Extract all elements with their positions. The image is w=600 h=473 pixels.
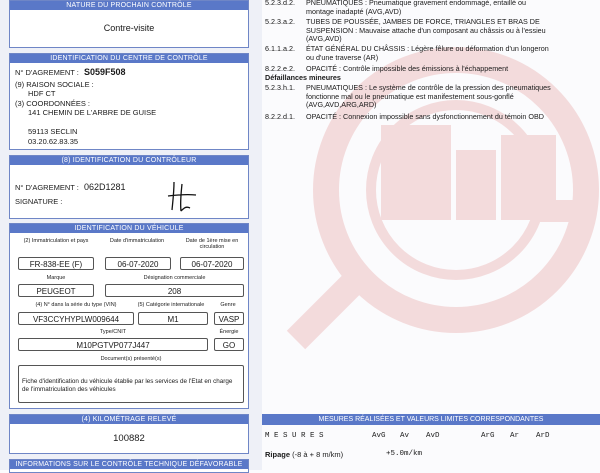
- raison-sociale-value: HDF CT: [28, 89, 56, 98]
- centre-address-1: 141 CHEMIN DE L'ARBRE DE GUISE: [28, 108, 157, 117]
- defaillance-text: PNEUMATIQUES : Pneumatique gravement endommagé, entaillé ou montage inadapté (AVG,AVD): [306, 0, 526, 16]
- date-immat-caption: Date d'immatriculation: [109, 238, 165, 244]
- categorie-caption: (5) Catégorie internationale: [137, 302, 205, 308]
- date-immat-field: 06-07-2020: [105, 257, 171, 270]
- mineures-title: Défaillances mineures: [265, 73, 341, 82]
- marque-caption: Marque: [46, 275, 66, 281]
- immat-field: FR-838-EE (F): [18, 257, 94, 270]
- categorie-field: M1: [138, 312, 208, 325]
- defaillance-text: PNEUMATIQUES : Le système de contrôle de la pression des pneumatiques fonctionne mal ou le pneumatique est manifestement sous-gonflé (AVG,AVD,ARG,ARD): [306, 83, 551, 110]
- controleur-agrement-value: 062D1281: [84, 182, 126, 192]
- mesures-col-av: Av: [400, 432, 410, 440]
- controleur-header: (8) IDENTIFICATION DU CONTRÔLEUR: [10, 156, 248, 165]
- genre-field: VASP: [214, 312, 244, 325]
- raison-sociale-label: (9) RAISON SOCIALE :: [15, 80, 94, 89]
- vin-caption: (4) N° dans la série du type (VIN): [35, 302, 117, 308]
- defaillance-text: OPACITÉ : Contrôle impossible des émissions à l'échappement: [306, 64, 509, 73]
- prochain-controle-header: NATURE DU PROCHAIN CONTRÔLE: [10, 1, 248, 10]
- documents-field: [18, 365, 244, 403]
- mesures-title: M E S U R E S: [265, 432, 324, 440]
- defaillance-text: ÉTAT GÉNÉRAL DU CHÂSSIS : Légère fêlure ou déformation d'un longeron ou d'une traverse (AR): [306, 44, 549, 62]
- vin-field: VF3CCYHYPLW009644: [18, 312, 134, 325]
- centre-panel: [9, 53, 249, 150]
- mesures-col-arg: ArG: [481, 432, 495, 440]
- mesures-col-avd: AvD: [426, 432, 440, 440]
- documents-line-1: Fiche d'identification du véhicule établie par les services de l'Etat en charge: [22, 378, 233, 385]
- left-column: [0, 0, 262, 470]
- signature-image: [160, 178, 200, 214]
- ripage-value: +5.0m/km: [386, 450, 423, 458]
- mesures-header: MESURES RÉALISÉES ET VALEURS LIMITES CORRESPONDANTES: [262, 414, 600, 425]
- right-column: [262, 0, 600, 470]
- controleur-panel: [9, 155, 249, 219]
- documents-line-2: de l'immatriculation des véhicules: [22, 386, 116, 393]
- centre-header: IDENTIFICATION DU CENTRE DE CONTRÔLE: [10, 54, 248, 63]
- vehicule-panel: [9, 223, 249, 409]
- date-1ere-field: 06-07-2020: [180, 257, 244, 270]
- centre-agrement-value: S059F508: [84, 67, 126, 77]
- informations-panel: [9, 459, 249, 473]
- ripage-range: (-8 à + 8 m/km): [292, 450, 344, 459]
- defaillance-text: OPACITÉ : Connexion impossible sans dysfonctionnement du témoin OBD: [306, 112, 544, 121]
- immat-caption: (2) Immatriculation et pays: [23, 238, 89, 244]
- ripage-row: [265, 450, 343, 459]
- marque-field: PEUGEOT: [18, 284, 94, 297]
- designation-field: 208: [105, 284, 244, 297]
- documents-caption: Document(s) présenté(s): [100, 356, 162, 362]
- kilometrage-header: (4) KILOMÉTRAGE RELEVÉ: [10, 415, 248, 424]
- kilometrage-panel: [9, 414, 249, 454]
- defaillance-code: 5.2.3.h.1.: [265, 83, 295, 92]
- mesures-col-avg: AvG: [372, 432, 386, 440]
- type-caption: Type/CNIT: [99, 329, 127, 335]
- defaillance-code: 5.2.3.d.2.: [265, 0, 295, 7]
- type-field: M10PGTVP077J447: [18, 338, 208, 351]
- defaillance-code: 8.2.2.e.2.: [265, 64, 295, 73]
- ripage-label: Ripage: [265, 450, 291, 459]
- genre-caption: Genre: [220, 302, 236, 308]
- signature-label: SIGNATURE :: [15, 197, 63, 206]
- vehicule-header: IDENTIFICATION DU VÉHICULE: [10, 224, 248, 233]
- prochain-controle-value: Contre-visite: [103, 23, 155, 33]
- coordonnees-label: (3) COORDONNÉES :: [15, 99, 91, 108]
- defaillance-text: TUBES DE POUSSÉE, JAMBES DE FORCE, TRIANGLES ET BRAS DE SUSPENSION : Mauvaise attache d'un composant au châssis ou à l'essieu (AVG,AVD): [306, 17, 546, 44]
- defaillance-code: 5.2.3.a.2.: [265, 17, 295, 26]
- centre-address-2: 59113 SECLIN: [28, 127, 78, 136]
- prochain-controle-panel: [9, 0, 249, 48]
- designation-caption: Désignation commerciale: [143, 275, 206, 281]
- energie-caption: Énergie: [219, 329, 239, 335]
- date-1ere-caption: Date de 1ère mise en circulation: [185, 238, 239, 250]
- centre-phone: 03.20.62.83.35: [28, 137, 79, 146]
- informations-header: INFORMATIONS SUR LE CONTRÔLE TECHNIQUE DÉFAVORABLE: [10, 460, 248, 469]
- defaillance-code: 8.2.2.d.1.: [265, 112, 295, 121]
- energie-field: GO: [214, 338, 244, 351]
- kilometrage-value: 100882: [113, 433, 145, 444]
- mesures-col-ard: ArD: [536, 432, 550, 440]
- centre-agrement-label: N° D'AGREMENT :: [15, 68, 79, 77]
- controleur-agrement-label: N° D'AGREMENT :: [15, 183, 79, 192]
- defaillance-code: 6.1.1.a.2.: [265, 44, 295, 53]
- mesures-col-ar: Ar: [510, 432, 520, 440]
